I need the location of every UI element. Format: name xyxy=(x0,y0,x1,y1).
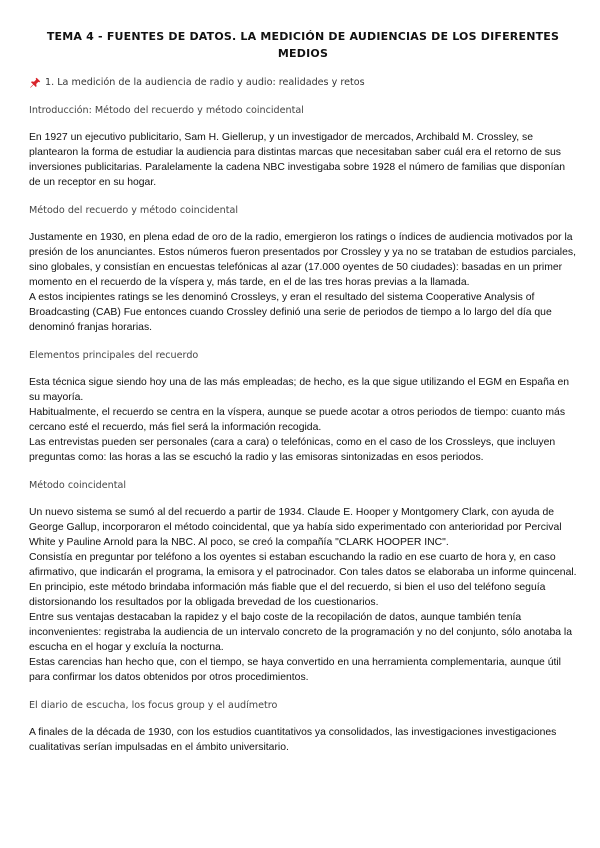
subsection-body xyxy=(29,130,577,190)
subsection-body xyxy=(29,725,577,755)
section-heading-text: 1. La medición de la audiencia de radio y audio: realidades y retos xyxy=(45,77,365,88)
subsection-heading: Introducción: Método del recuerdo y método coincidental xyxy=(29,105,304,116)
subsection-heading: Método del recuerdo y método coincidental xyxy=(29,205,239,216)
paragraph: Estas carencias han hecho que, con el tiempo, se haya convertido en una herramienta complementaria, aunque útil para confirmar los datos obtenidos por otros procedimientos. xyxy=(29,657,561,683)
paragraph: Esta técnica sigue siendo hoy una de las más empleadas; de hecho, es la que sigue utilizando el EGM en España en su mayoría. xyxy=(29,377,570,403)
subsection-body xyxy=(29,230,577,335)
paragraph: Habitualmente, el recuerdo se centra en la víspera, aunque se puede acotar a otros periodos de tiempo: cuanto más cercano esté el recuerdo, más fiel será la información recogida. xyxy=(29,407,566,433)
paragraph: En principio, este método brindaba información más fiable que el del recuerdo, si bien el uso del teléfono seguía distorsionando los resultados por la obligada brevedad de los cuestionarios. xyxy=(29,582,546,608)
subsection-heading: El diario de escucha, los focus group y el audímetro xyxy=(29,700,278,711)
section-heading xyxy=(29,76,577,90)
paragraph: Las entrevistas pueden ser personales (cara a cara) o telefónicas, como en el caso de los Crossleys, que incluyen preguntas como: las horas a las se escuchó la radio y las emisoras sintonizadas en esos periodos. xyxy=(29,437,556,463)
paragraph: A estos incipientes ratings se les denominó Crossleys, y eran el resultado del sistema Cooperative Analysis of Broadcasting (CAB) Fue entonces cuando Crossley definió una serie de periodos de tiempo a lo largo del día que denominó franjas horarias. xyxy=(29,292,552,333)
paragraph: Entre sus ventajas destacaban la rapidez y el bajo coste de la recopilación de datos, aunque también tenía inconvenientes: registraba la audiencia de un intervalo concreto de la programación y no del conjunto, sólo anotaba la escucha en el hogar y excluía la nocturna. xyxy=(29,612,572,653)
subsection-body xyxy=(29,505,577,685)
pushpin-icon xyxy=(29,77,41,89)
subsection-heading: Elementos principales del recuerdo xyxy=(29,350,199,361)
page-title: TEMA 4 - FUENTES DE DATOS. LA MEDICIÓN DE AUDIENCIAS DE LOS DIFERENTES MEDIOS xyxy=(46,30,560,60)
document-page xyxy=(29,28,577,769)
paragraph: Un nuevo sistema se sumó al del recuerdo a partir de 1934. Claude E. Hooper y Montgomery Clark, con ayuda de George Gallup, incorporaron el método coincidental, que ya había sido experimentado con anterioridad por Percival White y Pauline Arnold para la NBC. Al poco, se creó la compañía "CLARK HOOPER INC". xyxy=(29,507,562,548)
paragraph: Consistía en preguntar por teléfono a los oyentes si estaban escuchando la radio en ese cuarto de hora y, en caso afirmativo, que indicarán el programa, la emisora y el patrocinador. Con tales datos se elaboraba un informe quincenal. xyxy=(29,552,577,578)
paragraph: Justamente en 1930, en plena edad de oro de la radio, emergieron los ratings o índices de audiencia motivados por la presión de los anunciantes. Estos números fueron presentados por Crossley y ya no se trataban de estudios parciales, sino globales, y consistían en encuestas telefónicas al azar (17.000 oyentes de 50 ciudades): basadas en un primer momento en el recuerdo de la víspera y, más tarde, en el de las tres horas previas a la llamada. xyxy=(29,232,576,288)
subsection-body xyxy=(29,375,577,465)
subsection-heading: Método coincidental xyxy=(29,480,127,491)
paragraph: A finales de la década de 1930, con los estudios cuantitativos ya consolidados, las investigaciones investigaciones cualitativas serían impulsadas en el ámbito universitario. xyxy=(29,727,557,753)
paragraph: En 1927 un ejecutivo publicitario, Sam H. Giellerup, y un investigador de mercados, Archibald M. Crossley, se plantearon la forma de estudiar la audiencia para distintas marcas que necesitaban saber cuál era el retorno de sus inversiones publicitarias. Paralelamente la cadena NBC investigaba sobre 1928 el número de familias que disponían de un receptor en su hogar. xyxy=(29,132,566,188)
